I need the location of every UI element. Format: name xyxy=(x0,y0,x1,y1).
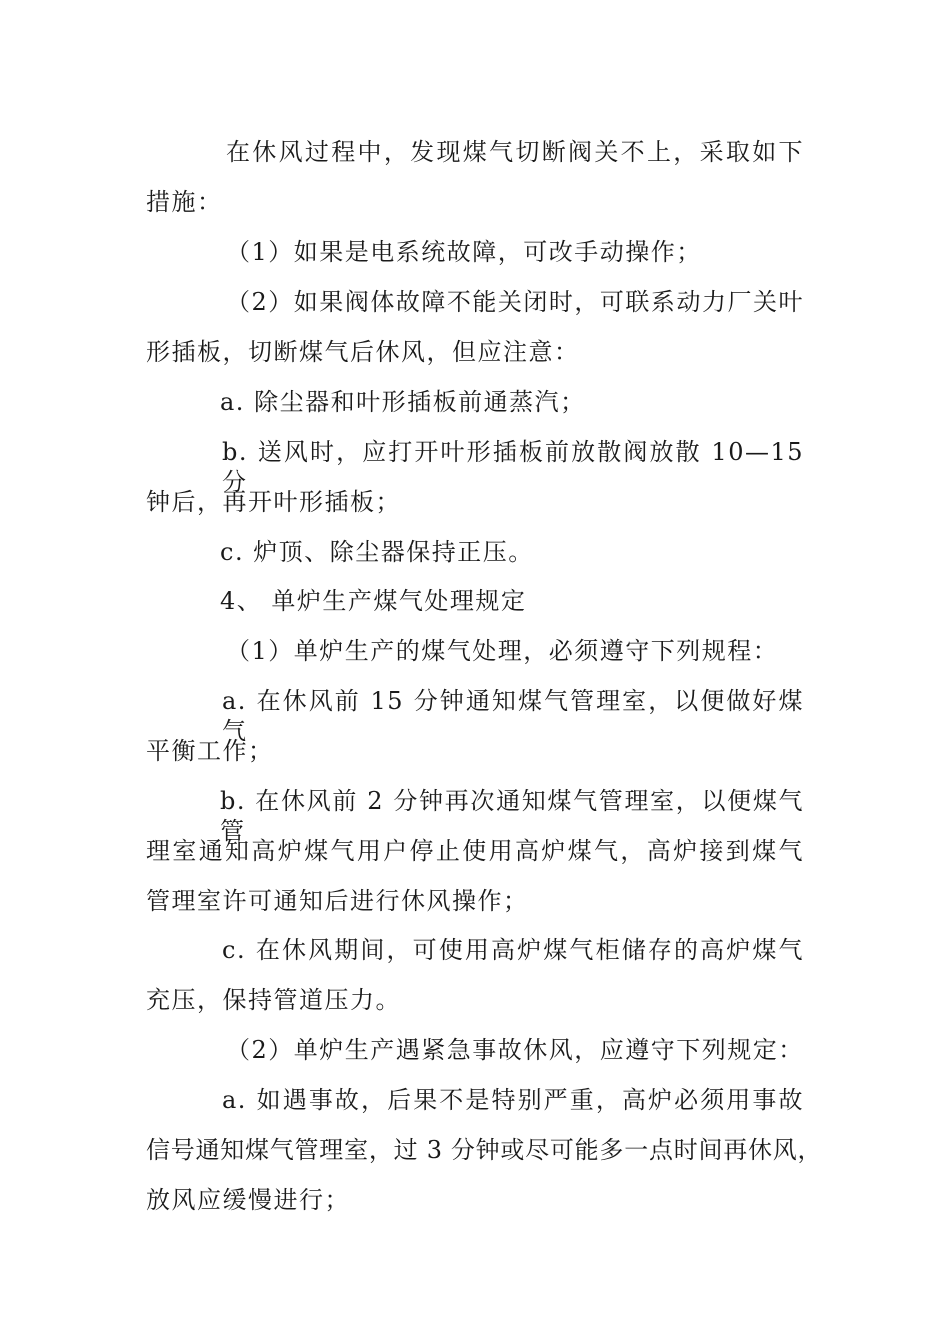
paragraph-line: （2）单炉生产遇紧急事故休风，应遵守下列规定： xyxy=(226,1036,804,1064)
paragraph-line: b. 在休风前 2 分钟再次通知煤气管理室，以便煤气管 xyxy=(220,787,804,845)
paragraph-line: a. 如遇事故，后果不是特别严重，高炉必须用事故 xyxy=(222,1086,804,1114)
section-heading: 4、 单炉生产煤气处理规定 xyxy=(220,587,527,615)
paragraph-line: a. 在休风前 15 分钟通知煤气管理室，以便做好煤气 xyxy=(222,687,804,745)
paragraph-line: b. 送风时，应打开叶形插板前放散阀放散 10—15 分 xyxy=(222,438,804,496)
paragraph-line: 形插板，切断煤气后休风，但应注意： xyxy=(146,338,580,366)
paragraph-line: 在休风过程中，发现煤气切断阀关不上，采取如下 xyxy=(226,138,804,166)
paragraph-line: 放风应缓慢进行； xyxy=(146,1186,350,1214)
paragraph-line: 充压，保持管道压力。 xyxy=(146,986,401,1014)
paragraph-line: 管理室许可通知后进行休风操作； xyxy=(146,887,529,915)
paragraph-line: a. 除尘器和叶形插板前通蒸汽； xyxy=(220,388,586,416)
paragraph-line: 钟后，再开叶形插板； xyxy=(146,488,401,516)
paragraph-line: 措施： xyxy=(146,188,223,216)
paragraph-line: （1）如果是电系统故障，可改手动操作； xyxy=(226,238,702,266)
paragraph-line: c. 在休风期间，可使用高炉煤气柜储存的高炉煤气 xyxy=(222,936,804,964)
paragraph-line: 平衡工作； xyxy=(146,737,274,765)
paragraph-line: 理室通知高炉煤气用户停止使用高炉煤气，高炉接到煤气 xyxy=(146,837,804,865)
paragraph-line: 信号通知煤气管理室，过 3 分钟或尽可能多一点时间再休风， xyxy=(146,1136,822,1164)
paragraph-line: （2）如果阀体故障不能关闭时，可联系动力厂关叶 xyxy=(226,288,804,316)
paragraph-line: （1）单炉生产的煤气处理，必须遵守下列规程： xyxy=(226,637,779,665)
paragraph-line: c. 炉顶、除尘器保持正压。 xyxy=(220,538,534,566)
